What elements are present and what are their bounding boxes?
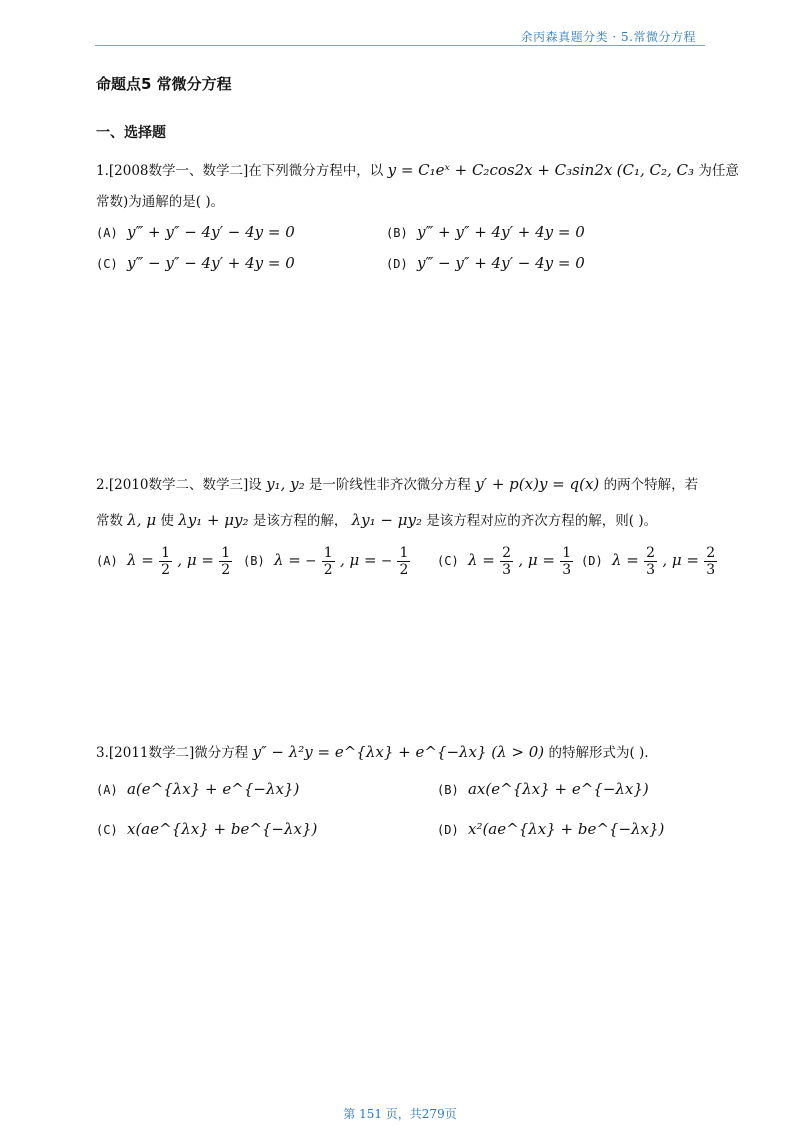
q2-option-b-lambda-fraction [322, 545, 335, 578]
question-2-stem [96, 474, 698, 495]
q2-option-b [243, 545, 411, 578]
fraction-numerator: 1 [562, 545, 572, 561]
q2-option-a-lambda-fraction [159, 545, 172, 578]
q1-stem-params: (C₁, C₂, C₃ [616, 161, 695, 179]
q3-stem-formula: y″ − λ²y = e^{λx} + e^{−λx} (λ > 0) [252, 743, 545, 761]
q2-option-b-lambda: λ = [273, 551, 301, 569]
q2-line2-f1: λy₁ + μy₂ [178, 511, 249, 529]
q3-option-b-label: (B) [437, 783, 459, 797]
q3-stem-prefix: 3.[2011数学二]微分方程 [96, 745, 249, 761]
q3-option-b-formula: ax(e^{λx} + e^{−λx}) [467, 780, 649, 798]
q3-option-b [437, 779, 649, 800]
header-divider [95, 45, 705, 46]
question-3-stem [96, 742, 649, 763]
q1-option-b [386, 222, 585, 243]
q2-option-b-mu-fraction [397, 545, 410, 578]
q2-option-d-mu-fraction [704, 545, 717, 578]
fraction-denominator: 2 [161, 562, 171, 578]
q2-option-a-mu: , μ = [177, 551, 214, 569]
q1-stem-prefix: 1.[2008数学一、数学二]在下列微分方程中，以 [96, 163, 384, 179]
fraction-numerator: 2 [706, 545, 716, 561]
fraction-numerator: 1 [221, 545, 231, 561]
q2-line2-b: 使 [160, 513, 174, 529]
q3-option-c-label: (C) [96, 823, 118, 837]
q2-option-d-mu: , μ = [662, 551, 699, 569]
q2-option-c-mu-fraction [560, 545, 573, 578]
q3-option-d [437, 819, 664, 840]
q1-option-c-label: (C) [96, 257, 118, 271]
q2-line2-d: 是该方程对应的齐次方程的解，则( )。 [426, 513, 658, 529]
q2-option-d-label: (D) [581, 554, 603, 568]
question-2-stem-line2 [96, 510, 657, 531]
fraction-denominator: 2 [399, 562, 409, 578]
q1-stem-suffix: 为任意 [698, 163, 739, 179]
q2-option-d-lambda-fraction [644, 545, 657, 578]
q2-option-c-lambda: λ = [467, 551, 495, 569]
fraction-numerator: 2 [646, 545, 656, 561]
q1-option-d-formula: y‴ − y″ + 4y′ − 4y = 0 [416, 254, 585, 272]
q2-option-c-mu: , μ = [518, 551, 555, 569]
q2-option-b-mu: , μ = [339, 551, 377, 569]
fraction-denominator: 2 [221, 562, 231, 578]
q1-option-c [96, 253, 295, 274]
q2-line2-f2: λy₁ − μy₂ [351, 511, 422, 529]
q2-option-a-lambda: λ = [126, 551, 154, 569]
section-title: 命题点5 常微分方程 [96, 75, 232, 93]
q2-option-a-label: (A) [96, 554, 118, 568]
page-number-footer: 第 151 页，共279页 [343, 1107, 457, 1121]
q2-option-c-label: (C) [437, 554, 459, 568]
q1-option-d-label: (D) [386, 257, 408, 271]
q3-option-d-label: (D) [437, 823, 459, 837]
q1-option-b-formula: y‴ + y″ + 4y′ + 4y = 0 [416, 223, 585, 241]
q1-option-a [96, 222, 295, 243]
q2-stem-suffix: 的两个特解，若 [603, 477, 699, 493]
q1-option-b-label: (B) [386, 226, 408, 240]
fraction-numerator: 1 [161, 545, 171, 561]
q1-option-d [386, 253, 585, 274]
q3-stem-suffix: 的特解形式为( ). [548, 745, 649, 761]
header-title: 余丙森真题分类 · 5.常微分方程 [520, 30, 696, 44]
q3-option-a [96, 779, 299, 800]
q1-option-c-formula: y‴ − y″ − 4y′ + 4y = 0 [126, 254, 295, 272]
question-1-stem [96, 160, 739, 181]
q2-option-c [437, 545, 574, 578]
q2-option-a [96, 545, 233, 578]
fraction-numerator: 1 [399, 545, 409, 561]
q3-option-a-formula: a(e^{λx} + e^{−λx}) [126, 780, 300, 798]
q2-option-d [581, 545, 718, 578]
q3-option-c [96, 819, 317, 840]
q3-option-d-formula: x²(ae^{λx} + be^{−λx}) [467, 820, 665, 838]
q2-line2-vars: λ, μ [127, 511, 157, 529]
q2-option-a-mu-fraction [219, 545, 232, 578]
q1-option-a-label: (A) [96, 226, 118, 240]
q2-stem-vars: y₁, y₂ [266, 475, 305, 493]
question-1-stem-line2: 常数)为通解的是( )。 [96, 194, 225, 210]
q2-stem-mid: 是一阶线性非齐次微分方程 [308, 477, 471, 493]
fraction-denominator: 3 [562, 562, 572, 578]
q2-option-b-mu-sign: − [380, 553, 393, 569]
q2-option-b-lambda-sign: − [305, 553, 317, 569]
q2-option-c-lambda-fraction [500, 545, 513, 578]
q3-option-c-formula: x(ae^{λx} + be^{−λx}) [126, 820, 318, 838]
fraction-denominator: 3 [706, 562, 716, 578]
q2-option-b-label: (B) [243, 554, 265, 568]
fraction-denominator: 3 [502, 562, 512, 578]
q2-line2-a: 常数 [96, 513, 123, 529]
fraction-numerator: 1 [323, 545, 333, 561]
fraction-denominator: 2 [323, 562, 333, 578]
fraction-denominator: 3 [646, 562, 656, 578]
q2-option-d-lambda: λ = [611, 551, 639, 569]
q3-option-a-label: (A) [96, 783, 118, 797]
q2-stem-formula: y′ + p(x)y = q(x) [475, 475, 600, 493]
fraction-numerator: 2 [502, 545, 512, 561]
subsection-title: 一、选择题 [96, 125, 166, 141]
q2-stem-prefix: 2.[2010数学二、数学三]设 [96, 477, 262, 493]
q1-option-a-formula: y‴ + y″ − 4y′ − 4y = 0 [126, 223, 295, 241]
q1-stem-formula: y = C₁eˣ + C₂cos2x + C₃sin2x [387, 161, 613, 179]
q2-line2-c: 是该方程的解， [252, 513, 348, 529]
